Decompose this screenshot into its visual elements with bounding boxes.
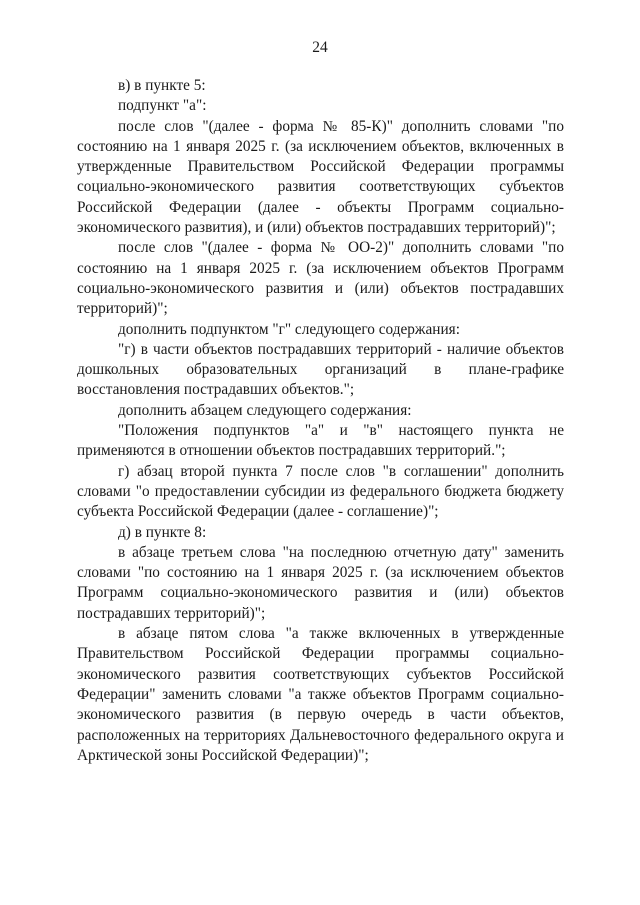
document-body xyxy=(77,76,564,766)
paragraph-item-g: г) абзац второй пункта 7 после слов "в соглашении" дополнить словами "о предоставлении субсидии из федерального бюджета бюджету субъекта Российской Федерации (далее - соглашение)"; xyxy=(77,462,564,521)
paragraph-subpoint-g-text: "г) в части объектов пострадавших территорий - наличие объектов дошкольных образовательных организаций в плане-графике восстановления пострадавших объектов."; xyxy=(77,340,564,399)
page-number: 24 xyxy=(312,39,328,56)
paragraph-item-d: д) в пункте 8: xyxy=(118,523,207,541)
paragraph-subpoint-a: подпункт "а": xyxy=(118,97,207,115)
paragraph-form-85k: после слов "(далее - форма № 85-К)" дополнить словами "по состоянию на 1 января 2025 г. (за исключением объектов, включенных в утвержденные Правительством Российской Федерации программы социально-экономического развития соответствующих субъектов Российской Федерации (далее - объекты Программ социально-экономического развития), и (или) объектов пострадавших территорий)"; xyxy=(77,117,564,237)
paragraph-item-v: в) в пункте 5: xyxy=(118,77,206,94)
paragraph-abzac-fifth: в абзаце пятом слова "а также включенных в утвержденные Правительством Российской Федерации программы социально-экономического развития соответствующих субъектов Российской Федерации" заменить словами "а также объектов Программ социально-экономического развития (в первую очередь в части объектов, расположенных на территориях Дальневосточного федерального округа и Арктической зоны Российской Федерации)"; xyxy=(77,625,564,764)
paragraph-form-oo2: после слов "(далее - форма № ОО-2)" дополнить словами "по состоянию на 1 января 2025 г. (за исключением объектов Программ социально-экономического развития и (или) объектов пострадавших территорий)"; xyxy=(77,239,564,318)
paragraph-add-subpoint-g: дополнить подпунктом "г" следующего содержания: xyxy=(118,320,460,338)
paragraph-add-abzac: дополнить абзацем следующего содержания: xyxy=(118,401,412,419)
paragraph-provisions: "Положения подпунктов "а" и "в" настоящего пункта не применяются в отношении объектов пострадавших территорий."; xyxy=(77,422,564,460)
paragraph-abzac-third: в абзаце третьем слова "на последнюю отчетную дату" заменить словами "по состоянию на 1 января 2025 г. (за исключением объектов Программ социально-экономического развития и (или) объектов пострадавших территорий)"; xyxy=(77,543,564,622)
